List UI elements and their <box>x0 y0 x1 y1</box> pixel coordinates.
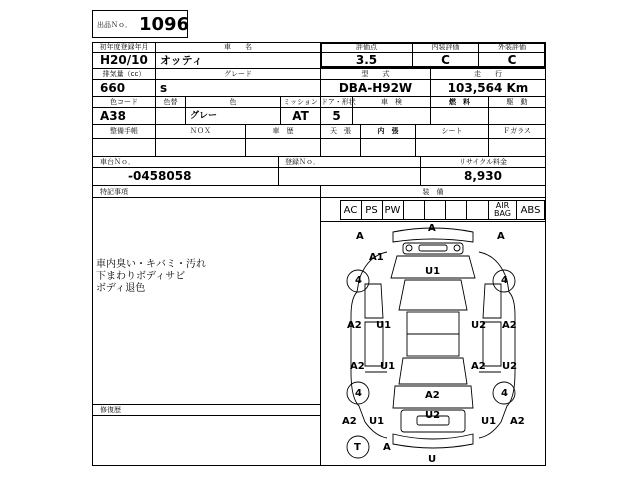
mileage-value: 103,564 Km <box>447 81 529 95</box>
label-vehicle-history: 車 歴 <box>272 127 294 135</box>
recycle-fee-value: 8,930 <box>464 169 502 183</box>
grid-line <box>92 124 546 125</box>
label-first-registration: 初年度登録年月 <box>99 43 149 51</box>
displacement-value: 660 <box>100 81 126 95</box>
grid-line <box>403 200 404 220</box>
damage-mark: A2 <box>347 320 362 331</box>
damage-mark: 4 <box>355 388 362 399</box>
grid-line <box>424 200 425 220</box>
damage-mark: U1 <box>376 320 392 331</box>
label-doors: ドア・形状 <box>321 98 356 106</box>
grid-line <box>92 96 546 97</box>
damage-mark: U2 <box>502 361 518 372</box>
damage-mark: U <box>428 454 437 465</box>
damage-mark: U1 <box>481 416 497 427</box>
equipment-ps: PS <box>365 204 378 216</box>
label-color-code: 色コード <box>110 98 138 106</box>
damage-mark: U2 <box>425 410 441 421</box>
chassis-number-value: -0458058 <box>128 169 192 183</box>
score-value: 3.5 <box>355 53 378 67</box>
label-transmission: ミッション <box>283 98 318 106</box>
damage-mark: A2 <box>342 416 357 427</box>
doors-value: 5 <box>332 109 341 123</box>
remark-line: 下まわりボディサビ <box>96 271 186 282</box>
label-mileage: 走 行 <box>474 70 502 78</box>
equipment-ac: AC <box>343 204 358 216</box>
label-displacement: 排気量（cc） <box>102 70 146 78</box>
label-score: 評価点 <box>356 43 377 51</box>
grid-line <box>92 107 546 108</box>
remark-line: 車内臭い・キバミ・汚れ <box>96 259 206 270</box>
damage-mark: A2 <box>502 320 517 331</box>
damage-mark: U1 <box>369 416 385 427</box>
grid-line <box>92 68 546 69</box>
first-registration-value: H20/10 <box>100 53 148 67</box>
damage-mark: 4 <box>355 275 362 286</box>
remark-line: ボディ退色 <box>96 283 146 294</box>
grid-line <box>92 156 546 157</box>
label-chassis-number: 車台Ｎｏ． <box>100 158 135 166</box>
label-color-change: 色替 <box>163 98 178 106</box>
label-seat: シート <box>441 127 463 135</box>
model-type-value: DBA-H92W <box>338 81 413 95</box>
color-value: グレー <box>190 111 218 121</box>
label-headliner: 天 張 <box>330 127 351 135</box>
damage-mark: A2 <box>425 390 440 401</box>
damage-mark: A2 <box>471 361 486 372</box>
damage-mark: T <box>354 442 361 453</box>
equipment-airbag: AIR BAG <box>493 201 512 218</box>
damage-mark: 4 <box>501 388 508 399</box>
label-color: 色 <box>229 98 237 106</box>
label-inner-trim: 内 張 <box>377 127 399 135</box>
label-remarks: 特記事項 <box>100 188 128 196</box>
interior-grade-value: C <box>441 53 450 67</box>
grid-line <box>92 138 546 139</box>
damage-mark: A <box>428 223 436 234</box>
label-equipment: 装 備 <box>422 188 444 196</box>
damage-mark: A1 <box>369 252 384 263</box>
damage-mark: A <box>497 231 505 242</box>
label-repair-history: 修復歴 <box>100 406 121 414</box>
label-grade: グレード <box>224 70 252 78</box>
label-registration-number: 登録Ｎｏ． <box>285 158 320 166</box>
label-model: 車 名 <box>224 43 252 51</box>
grid-line <box>92 415 320 416</box>
label-maintenance-record: 整備手帳 <box>110 127 138 135</box>
label-recycle-fee: リサイクル料金 <box>458 158 508 166</box>
damage-mark: A2 <box>510 416 525 427</box>
grid-line <box>92 404 320 405</box>
color-code-value: A38 <box>100 109 126 123</box>
equipment-pw: PW <box>384 204 401 216</box>
label-exterior-grade: 外装評価 <box>498 43 526 51</box>
damage-mark: U2 <box>471 320 487 331</box>
damage-mark: A2 <box>350 361 365 372</box>
label-nox: ＮＯＸ <box>190 127 211 135</box>
car-diagram <box>321 222 545 465</box>
grid-line <box>278 156 279 185</box>
grade-value: s <box>160 81 168 95</box>
label-interior-grade: 内装評価 <box>431 43 460 51</box>
label-model-type: 型 式 <box>361 70 390 78</box>
label-drive: 駆 動 <box>506 98 528 106</box>
label-fuel: 燃 料 <box>449 98 470 106</box>
damage-mark: U1 <box>380 361 396 372</box>
equipment-abs: ABS <box>520 204 541 216</box>
transmission-value: AT <box>292 109 309 123</box>
grid-line <box>92 167 546 168</box>
damage-mark: U1 <box>425 266 441 277</box>
model-value: オッティ <box>160 54 203 67</box>
damage-mark: A <box>383 442 391 453</box>
lot-number-label: 出品Ｎｏ． <box>97 21 132 29</box>
grid-line <box>445 200 446 220</box>
damage-mark: A <box>356 231 364 242</box>
label-front-glass: Ｆガラス <box>503 127 531 135</box>
label-inspection: 車 検 <box>381 98 402 106</box>
exterior-grade-value: C <box>507 53 517 67</box>
damage-mark: 4 <box>501 275 508 286</box>
lot-number-box <box>92 10 188 38</box>
grid-line <box>92 185 546 186</box>
grid-line <box>466 200 467 220</box>
grid-line <box>92 79 546 80</box>
lot-number: 1096 <box>139 14 190 35</box>
grid-line <box>92 197 546 198</box>
